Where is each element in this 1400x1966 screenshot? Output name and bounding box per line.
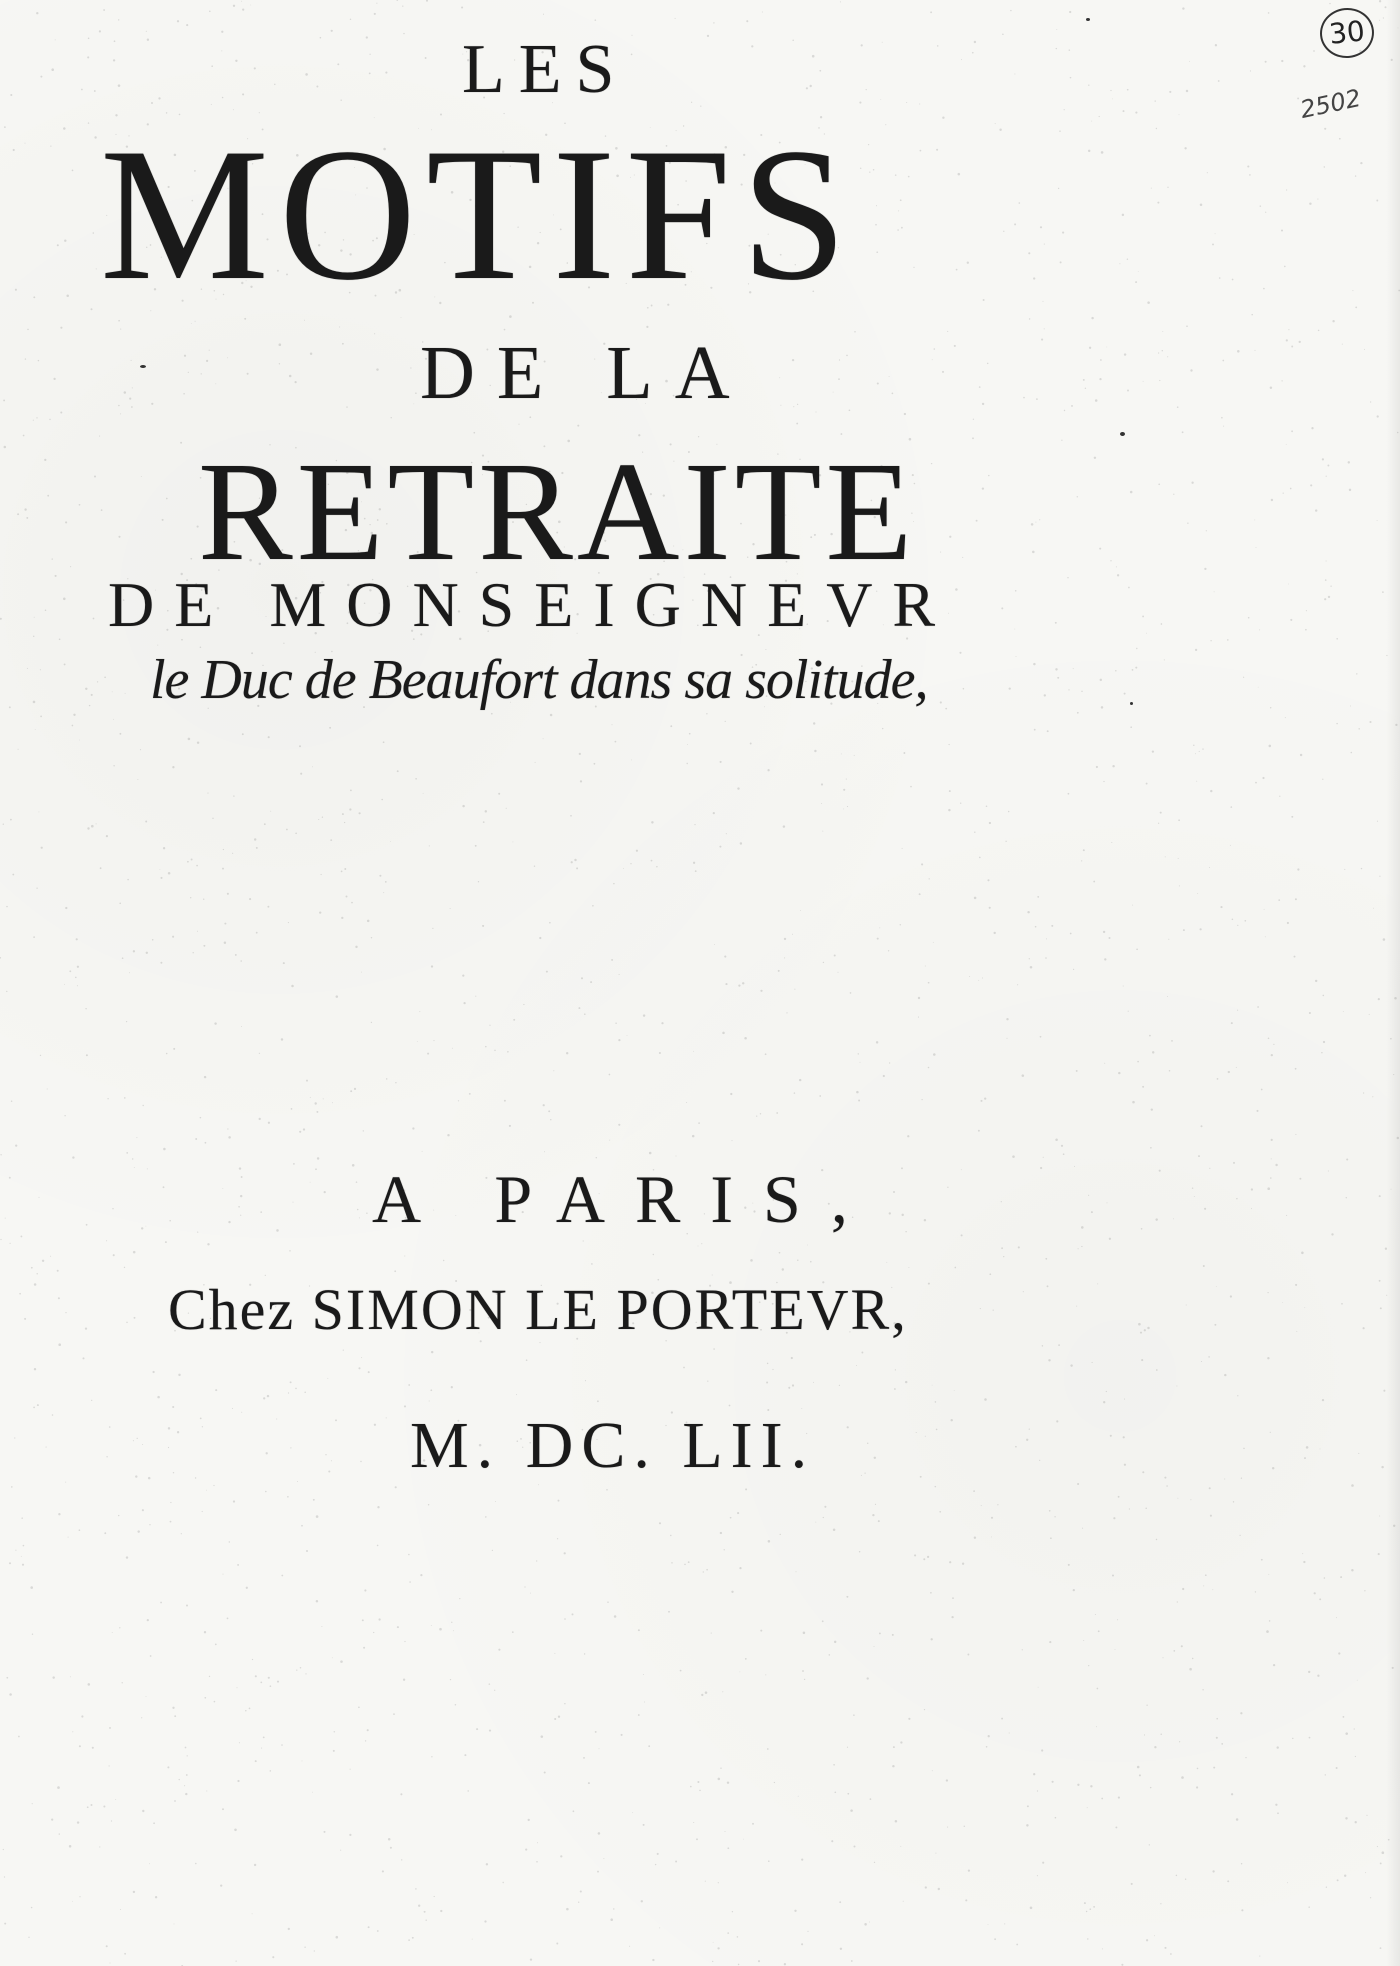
ink-speck (1086, 18, 1090, 21)
imprint-date: M. DC. LII. (410, 1409, 816, 1482)
page-edge-shadow (1386, 0, 1400, 1966)
ink-speck (1120, 432, 1125, 436)
circled-page-number: 30 (1318, 5, 1377, 60)
title-de-la: DE LA (420, 331, 752, 415)
title-duc-line: le Duc de Beaufort dans sa solitude, (150, 649, 928, 711)
title-motifs: MOTIFS (100, 110, 857, 320)
imprint-printer: Chez SIMON LE PORTEVR, (168, 1277, 908, 1342)
imprint-place: A PARIS, (372, 1161, 878, 1237)
handwritten-number: 2502 (1297, 83, 1364, 125)
ink-speck (140, 365, 146, 368)
title-les: LES (462, 31, 629, 108)
ink-speck (1130, 702, 1133, 705)
title-de-monseigneur: DE MONSEIGNEVR (108, 569, 956, 640)
title-retraite: RETRAITE (198, 432, 917, 590)
